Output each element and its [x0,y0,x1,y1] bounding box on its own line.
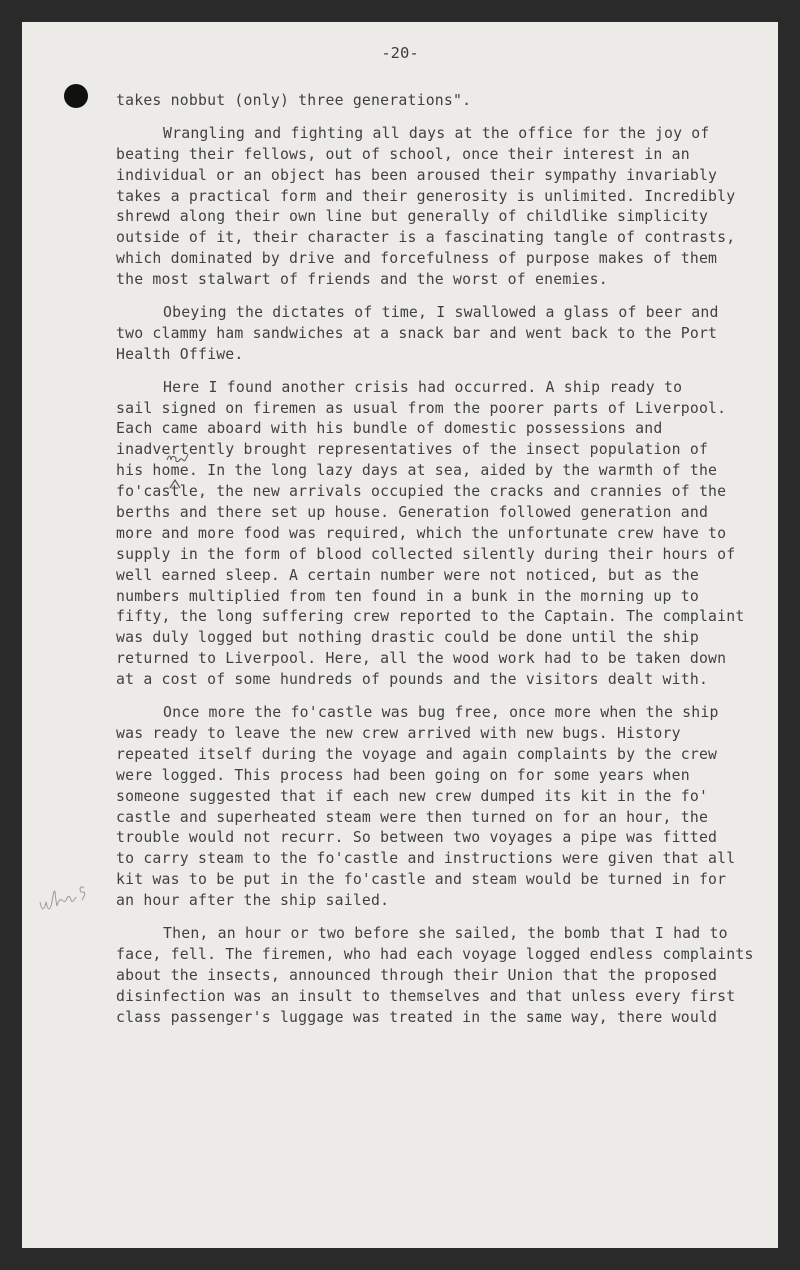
text-line: Health Offiwe. [116,345,244,363]
text-line: inadvertently brought representatives of the insect population of [116,441,709,459]
text-line: was ready to leave the new crew arrived with new bugs. History [116,724,681,742]
text-line: sail signed on firemen as usual from the poorer parts of Liverpool. [116,399,727,417]
text-line: Here I found another crisis had occurred. A ship ready to [163,378,683,396]
paragraph [116,91,776,112]
text-line: trouble would not recurr. So between two voyages a pipe was fitted [116,829,718,847]
page-number: -20- [381,44,419,62]
text-line: well earned sleep. A certain number were not noticed, but as the [116,566,699,584]
typed-page [22,22,778,1248]
text-line: an hour after the ship sailed. [116,892,390,910]
text-line: fifty, the long suffering crew reported to the Captain. The complaint [116,608,745,626]
text-line: at a cost of some hundreds of pounds and the visitors dealt with. [116,671,709,689]
paragraph-gap [116,912,776,924]
body-text [116,91,776,1028]
text-line: castle and superheated steam were then turned on for an hour, the [116,808,709,826]
text-line: Wrangling and fighting all days at the office for the joy of [163,124,710,142]
text-line: numbers multiplied from ten found in a bunk in the morning up to [116,587,699,605]
text-line: Each came aboard with his bundle of domestic possessions and [116,420,663,438]
text-line: repeated itself during the voyage and again complaints by the crew [116,745,718,763]
paragraph-gap [116,112,776,124]
paragraph-gap [116,291,776,303]
text-line: beating their fellows, out of school, once their interest in an [116,145,690,163]
text-line: outside of it, their character is a fascinating tangle of contrasts, [116,229,736,247]
text-line: Then, an hour or two before she sailed, the bomb that I had to [163,924,728,942]
paragraph-gap [116,691,776,703]
text-line: supply in the form of blood collected silently during their hours of [116,545,736,563]
text-line: were logged. This process had been going on for some years when [116,766,690,784]
paragraph [116,378,776,691]
text-line: more and more food was required, which the unfortunate crew have to [116,524,727,542]
text-line: about the insects, announced through their Union that the proposed [116,966,718,984]
text-line: two clammy ham sandwiches at a snack bar and went back to the Port [116,324,718,342]
handwritten-margin-note [36,880,96,922]
text-line: was duly logged but nothing drastic could be done until the ship [116,629,699,647]
paragraph-gap [116,366,776,378]
text-line: face, fell. The firemen, who had each voyage logged endless complaints [116,945,754,963]
text-line: kit was to be put in the fo'castle and steam would be turned in for [116,871,727,889]
text-line: disinfection was an insult to themselves and that unless every first [116,987,736,1005]
text-line: someone suggested that if each new crew dumped its kit in the fo' [116,787,709,805]
paragraph [116,703,776,912]
text-line: takes a practical form and their generosity is unlimited. Incredibly [116,187,736,205]
text-line: which dominated by drive and forcefulness of purpose makes of them [116,250,718,268]
text-line: Once more the fo'castle was bug free, once more when the ship [163,704,719,722]
paragraph [116,924,776,1028]
paragraph [116,124,776,291]
text-line: takes nobbut (only) three generations". [116,92,472,109]
text-line: Obeying the dictates of time, I swallowed a glass of beer and [163,304,719,322]
text-line: class passenger's luggage was treated in the same way, there would [116,1008,718,1026]
text-line: shrewd along their own line but generally of childlike simplicity [116,208,709,226]
text-line: his home. In the long lazy days at sea, aided by the warmth of the [116,462,718,480]
punch-hole [64,84,88,108]
paragraph [116,303,776,366]
text-line: individual or an object has been aroused their sympathy invariably [116,166,718,184]
text-line: to carry steam to the fo'castle and instructions were given that all [116,850,736,868]
text-line: fo'castle, the new arrivals occupied the cracks and crannies of the [116,483,727,501]
text-line: returned to Liverpool. Here, all the wood work had to be taken down [116,650,727,668]
text-line: berths and there set up house. Generation followed generation and [116,504,709,522]
text-line: the most stalwart of friends and the worst of enemies. [116,271,608,289]
